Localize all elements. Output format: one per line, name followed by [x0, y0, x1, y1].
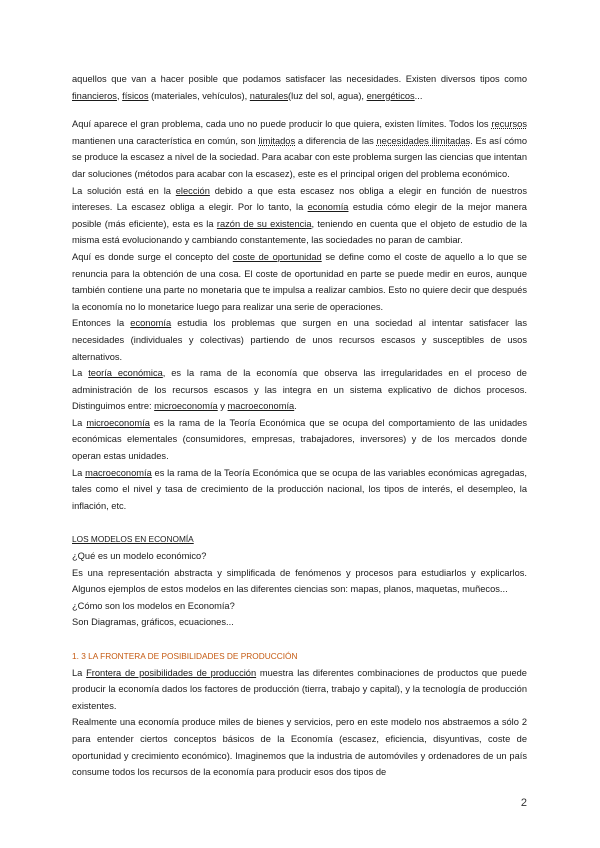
- term-economia-2: economía: [130, 318, 172, 329]
- paragraph-economic-theory: La teoría económica, es la rama de la economía que observa las irregularidades en el proceso de administración de los recursos escasos y las integra en un sistema explicativo de dichos procesos. Distinguimos entre: microeconomía y macroeconomía.: [72, 368, 527, 412]
- term-limitados: limitados: [258, 135, 296, 146]
- term-teoria-economica: teoría económica: [88, 368, 163, 379]
- paragraph-economics-definition: Entonces la economía estudia los problemas que surgen en una sociedad al intentar satisfacer las necesidades (individuales y colectivas) partiendo de unos recursos escasos y susceptibles de usos alternativos.: [72, 318, 527, 362]
- term-necesidades-ilimitadas: necesidades ilimitadas: [376, 135, 471, 146]
- paragraph-scarcity: Aquí aparece el gran problema, cada uno no puede producir lo que quiera, existen límites. Todos los recursos mantienen una característica en común, son limitados a diferencia de las necesidades ilimitadas. Es así cómo se produce la escasez a nivel de la sociedad. Para acabar con este problema surgen las ciencias que intentan dar soluciones (métodos para acabar con la escasez), este es el principal origen del problema económico.: [72, 119, 527, 179]
- term-macroeconomia: macroeconomía: [227, 401, 295, 412]
- term-razon-existencia: razón de su existencia: [216, 218, 312, 229]
- term-coste-oportunidad: coste de oportunidad: [232, 251, 322, 262]
- paragraph-macroeconomics: La macroeconomía es la rama de la Teoría Económica que se ocupa de las variables económicas agregadas, tales como el nivel y tasa de crecimiento de la producción nacional, los tipos de interés, el desempleo, la inflación, etc.: [72, 467, 527, 511]
- term-microeconomia-2: microeconomía: [86, 417, 150, 428]
- term-eleccion: elección: [175, 185, 210, 196]
- question-models-economics: ¿Cómo son los modelos en Economía?: [72, 600, 235, 611]
- term-fisicos: físicos: [122, 90, 149, 101]
- question-what-is-model: ¿Qué es un modelo económico?: [72, 551, 207, 562]
- heading-models: LOS MODELOS EN ECONOMÍA: [72, 534, 194, 545]
- answer-models-economics: Son Diagramas, gráficos, ecuaciones...: [72, 617, 234, 628]
- paragraph-opportunity-cost: Aquí es donde surge el concepto del coste de oportunidad se define como el coste de aquello a lo que se renuncia para la obtención de una cosa. El coste de oportunidad en parte se puede medir en euros, aunque también contiene una parte no monetaria que te impulsa a realizar cambios. Esto no quiere decir que después la economía no lo monetarice luego para realizar una serie de operaciones.: [72, 251, 527, 312]
- paragraph-resource-types: aquellos que van a hacer posible que podamos satisfacer las necesidades. Existen diversos tipos como financieros, físicos (materiales, vehículos), naturales(luz del sol, agua), energéticos...: [72, 74, 527, 101]
- paragraph-fpp-definition: La Frontera de posibilidades de producción muestra las diferentes combinaciones de productos que puede producir la economía dados los factores de producción (tierra, trabajo y capital), y la tecnología de producción existentes.: [72, 667, 527, 711]
- term-recursos: recursos: [491, 119, 527, 130]
- paragraph-microeconomics: La microeconomía es la rama de la Teoría Económica que se ocupa del comportamiento de las unidades económicas elementales (consumidores, empresas, trabajadores, inversores) y de los mercados donde operan estas unidades.: [72, 417, 527, 462]
- term-energeticos: energéticos: [366, 90, 415, 101]
- term-microeconomia: microeconomía: [154, 401, 218, 412]
- answer-what-is-model: Es una representación abstracta y simplificada de fenómenos y procesos para estudiarlos y explicarlos. Algunos ejemplos de estos modelos en las diferentes ciencias son: mapas, planos, maquetas, muñecos...: [72, 567, 527, 595]
- section-heading-fpp: 1. 3 LA FRONTERA DE POSIBILIDADES DE PRODUCCIÓN: [72, 651, 298, 661]
- term-naturales: naturales: [249, 90, 289, 101]
- term-financieros: financieros: [72, 90, 117, 101]
- term-frontera-posibilidades: Frontera de posibilidades de producción: [86, 667, 257, 678]
- page-body: [72, 71, 527, 781]
- page-number: 2: [520, 797, 527, 809]
- paragraph-choice: La solución está en la elección debido a que esta escasez nos obliga a elegir en función de nuestros intereses. La escasez obliga a elegir. Por lo tanto, la economía estudia cómo elegir de la mejor manera posible (más eficiente), esta es la razón de su existencia, teniendo en cuenta que el objeto de estudio de la misma está evolucionando y cambiando constantemente, las sociedades no paran de cambiar.: [72, 185, 528, 246]
- paragraph-fpp-example: Realmente una economía produce miles de bienes y servicios, pero en este modelo nos abstraemos a sólo 2 para entender ciertos conceptos básicos de la Economía (escasez, eficiencia, disyuntivas, coste de oportunidad y crecimiento económico). Imaginemos que la industria de automóviles y ordenadores de un país consume todos los recursos de la economía para producir esos dos tipos de: [72, 717, 527, 778]
- term-economia: economía: [307, 202, 349, 213]
- term-macroeconomia-2: macroeconomía: [85, 467, 152, 478]
